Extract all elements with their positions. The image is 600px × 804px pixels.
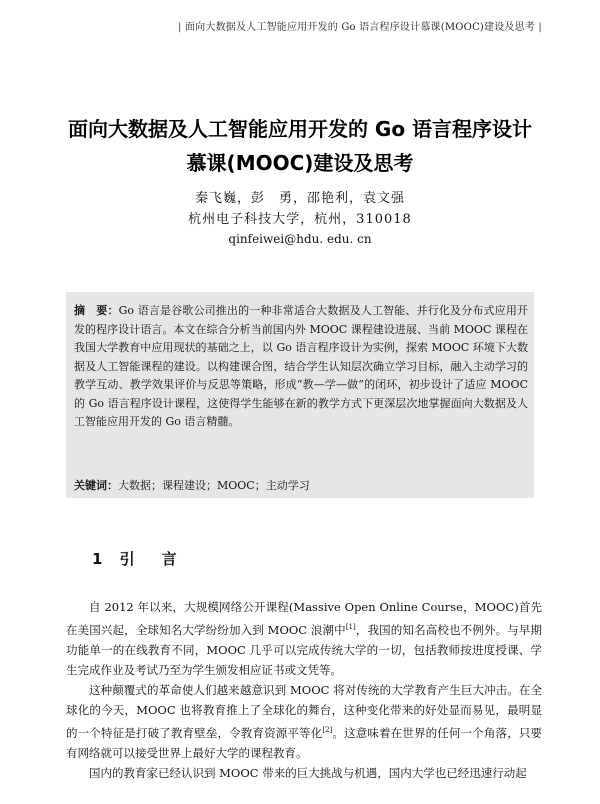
section-title: 引 言 [119,550,183,568]
running-header [0,18,600,33]
header-rule-left: | [178,22,182,33]
author-list: 秦飞巍，彭 勇，邵艳利，袁文强 [194,191,405,206]
paragraph-1-part-a: 自 2012 年以来，大规模网络公开课程(Massive Open Online Course，MOOC)首先在美国兴起，全球知名大学纷纷加入到 MOOC 浪潮中 [66,600,542,637]
abstract [74,302,528,432]
affiliation: 杭州电子科技大学，杭州，310018 [188,212,412,227]
title-line-2: 慕课(MOOC)建设及思考 [186,151,414,175]
keywords-text: 大数据；课程建设；MOOC；主动学习 [118,479,310,492]
title-line-1: 面向大数据及人工智能应用开发的 Go 语言程序设计 [67,117,533,141]
paragraph-2-part-a: 这种颠覆式的革命使人们越来越意识到 MOOC 将对传统的大学教育产生巨大冲击。在全球化的今天，MOOC 也将教育推上了全球化的舞台，这种变化带来的好处显而易见，最明显的一个特征是打破了教育壁垒，令教育资源平等化 [66,682,542,740]
abstract-text: Go 语言是谷歌公司推出的一种非常适合大数据及人工智能、并行化及分布式应用开发的程序设计语言。本文在综合分析当前国内外 MOOC 课程建设进展、当前 MOOC 课程在我国大学教育中应用现状的基础之上，以 Go 语言程序设计为实例，探索 MOOC 环境下大数据及人工智能课程的建设。以构建课合图，结合学生认知层次确立学习目标，融入主动学习的教学互动、教学效果评价与反思等策略，形成“教—学—做”的闭环，初步设计了适应 MOOC 的 Go 语言程序设计课程，这使得学生能够在新的教学方式下更深层次地掌握面向大数据及人工智能应用开发的 Go 语言精髓。 [74,304,528,428]
body-text [66,597,542,783]
paragraph-1-part-b: ，我国的知名高校也不例外。与早期功能单一的在线教育不同，MOOC 几乎可以完成传统大学的一切，包括教师按进度授课、学生完成作业及考试乃至为学生颁发相应证书或文凭等。 [66,622,542,677]
author-email: qinfeiwei@hdu. edu. cn [228,232,372,246]
keywords-label: 关键词： [74,479,118,492]
paragraph-2-part-b: 。这意味着在世界的任何一个角落，只要有网络就可以接受世界上最好大学的课程教育。 [66,725,542,760]
running-header-text: 面向大数据及人工智能应用开发的 Go 语言程序设计慕课(MOOC)建设及思考 [184,22,536,33]
citation-2: [2] [322,725,333,734]
section-number: 1 [92,550,109,568]
abstract-label: 摘 要： [74,304,119,317]
paragraph-2 [66,680,542,763]
header-rule-right: | [538,22,542,33]
paper-title [40,112,560,180]
paragraph-3: 国内的教育家已经认识到 MOOC 带来的巨大挑战与机遇，国内大学也已经迅速行动起 [89,765,527,780]
section-heading [92,548,183,569]
citation-1: [1] [345,623,356,631]
keywords [74,477,528,493]
paragraph-1 [66,597,542,680]
